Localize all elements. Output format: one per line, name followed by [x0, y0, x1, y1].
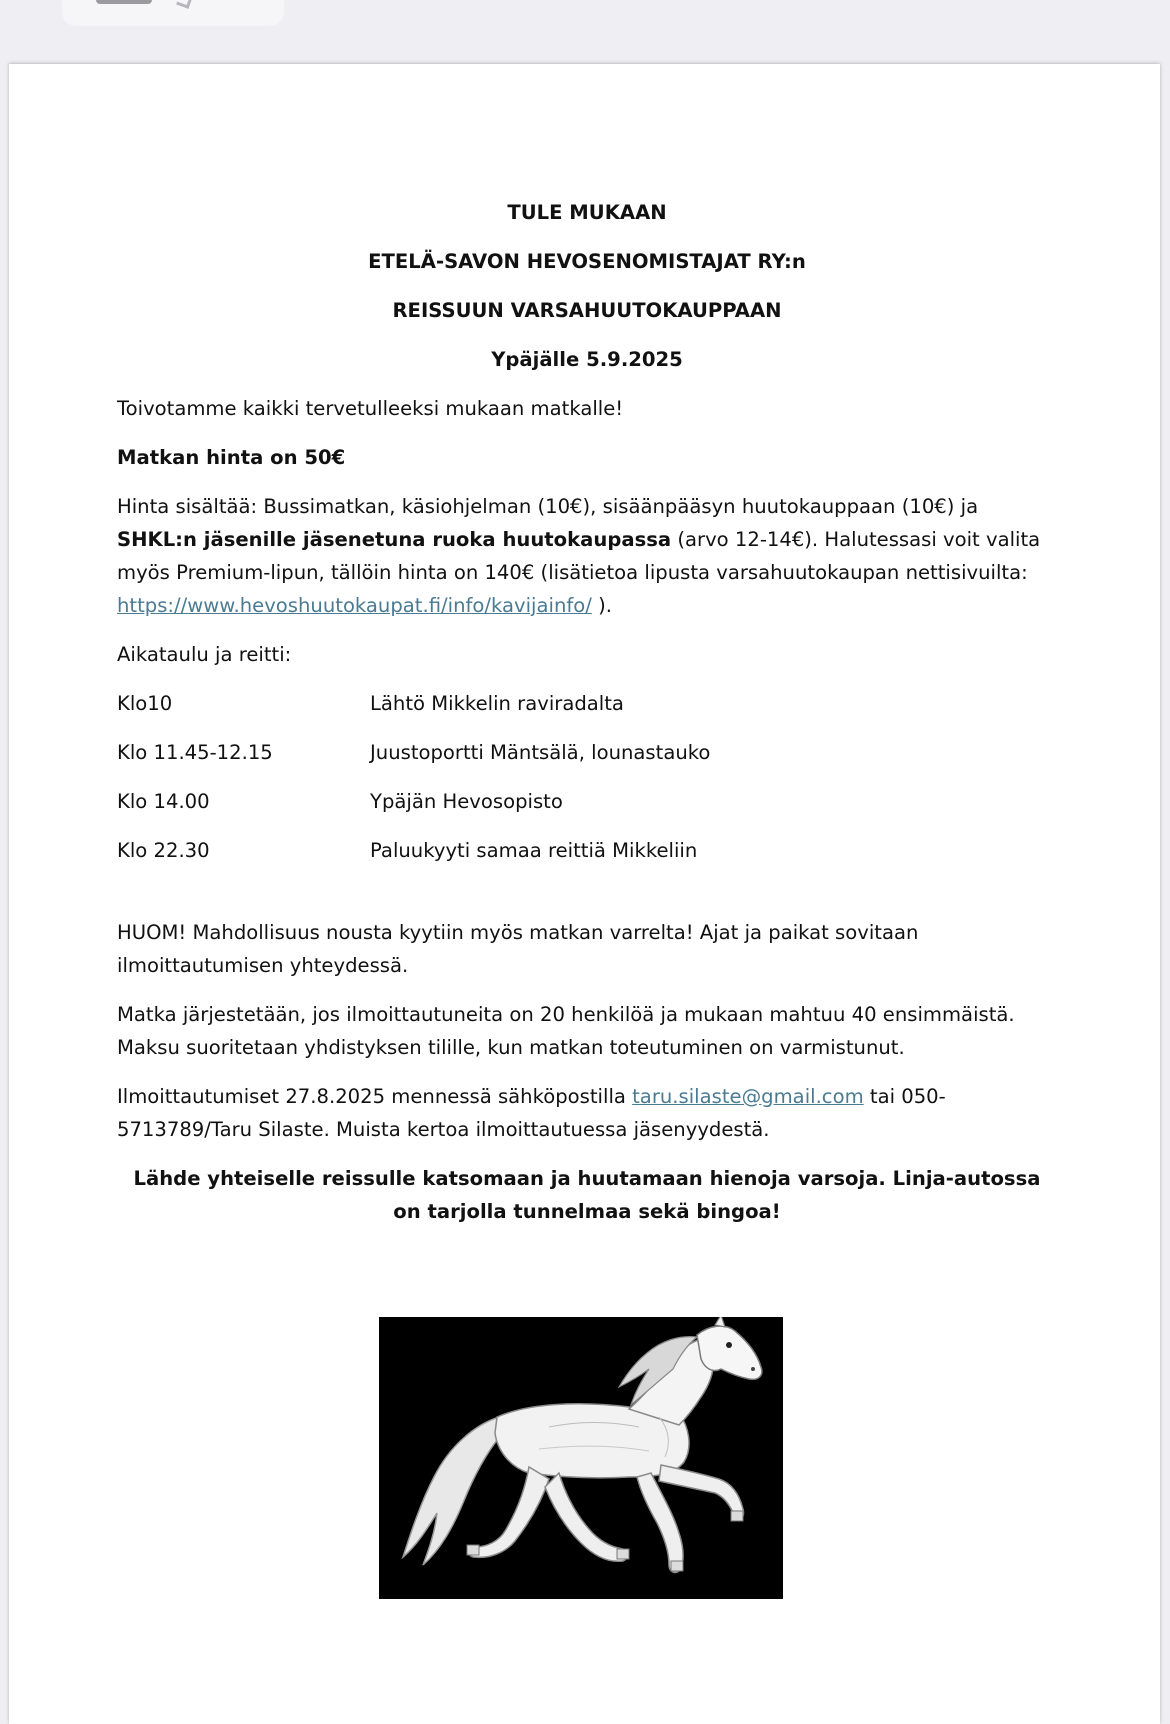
registration-text-2: tai 050-5713789/Taru Silaste. Muista kertoa ilmoittautuessa jäsenyydestä. [117, 1085, 946, 1141]
document-page [9, 64, 1160, 1724]
includes-text-2: (arvo 12-14€). Halutessasi voit valita myös Premium-lipun, tällöin hinta on 140€ (lisätietoa lipusta varsahuutokaupan nettisivuilta: [117, 528, 1041, 584]
conditions-text: Matka järjestetään, jos ilmoittautuneita on 20 henkilöä ja mukaan mahtuu 40 ensimmäistä. Maksu suoritetaan yhdistyksen tilille, kun matkan toteutuminen on varmistunut. [117, 1003, 1015, 1059]
heading-line-2: ETELÄ-SAVON HEVOSENOMISTAJAT RY:n [368, 250, 806, 273]
email-link[interactable]: taru.silaste@gmail.com [632, 1085, 864, 1108]
schedule-row [117, 834, 1057, 867]
schedule-time: Klo10 [117, 692, 173, 715]
blank-line [117, 883, 1057, 916]
horse-image [379, 1317, 783, 1599]
auction-info-link[interactable]: https://www.hevoshuutokaupat.fi/info/kavijainfo/ [117, 594, 592, 617]
schedule-time: Klo 14.00 [117, 790, 210, 813]
price-text: Matkan hinta on 50€ [117, 446, 346, 469]
schedule-time: Klo 22.30 [117, 839, 210, 862]
schedule-row [117, 687, 1057, 720]
closing-text: Lähde yhteiselle reissulle katsomaan ja huutamaan hienoja varsoja. Linja-autossa on tarjolla tunnelmaa sekä bingoa! [133, 1167, 1041, 1223]
tab-bar-shape [96, 0, 152, 4]
schedule-place: Ypäjän Hevosopisto [370, 790, 563, 813]
heading-line-3: REISSUUN VARSAHUUTOKAUPPAAN [392, 299, 782, 322]
heading-line-4: Ypäjälle 5.9.2025 [491, 348, 683, 371]
schedule-place: Paluukyyti samaa reittiä Mikkeliin [370, 839, 698, 862]
schedule-row [117, 785, 1057, 818]
schedule-place: Juustoportti Mäntsälä, lounastauko [370, 741, 711, 764]
schedule-time: Klo 11.45-12.15 [117, 741, 273, 764]
chevron-icon [176, 0, 193, 9]
huom-notice: HUOM! Mahdollisuus nousta kyytiin myös matkan varrelta! Ajat ja paikat sovitaan ilmoittautumisen yhteydessä. [117, 921, 919, 977]
registration-text-1: Ilmoittautumiset 27.8.2025 mennessä sähköpostilla [117, 1085, 633, 1108]
browser-tab-fragment[interactable] [62, 0, 284, 26]
registration-paragraph [117, 1080, 1057, 1146]
welcome-text: Toivotamme kaikki tervetulleeksi mukaan matkalle! [117, 397, 624, 420]
includes-text-1: Hinta sisältää: Bussimatkan, käsiohjelman (10€), sisäänpääsyn huutokauppaan (10€) ja [117, 495, 979, 518]
galloping-horse-icon [379, 1317, 783, 1599]
schedule-row [117, 736, 1057, 769]
includes-paragraph [117, 490, 1057, 622]
heading-line-1: TULE MUKAAN [507, 201, 667, 224]
schedule-title: Aikataulu ja reitti: [117, 643, 292, 666]
schedule-place: Lähtö Mikkelin raviradalta [370, 692, 624, 715]
includes-bold-text: SHKL:n jäsenille jäsenetuna ruoka huutokaupassa [117, 528, 672, 551]
includes-text-3: ). [591, 594, 612, 617]
document-content [117, 196, 1057, 1244]
